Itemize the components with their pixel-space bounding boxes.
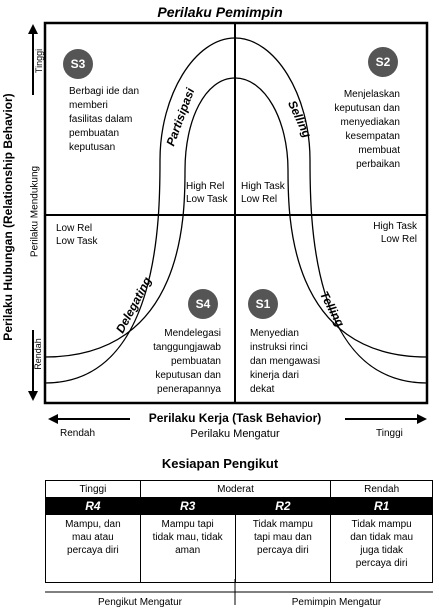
follower-directed-label: Pengikut Mengatur [98,597,182,608]
x-low-arrowhead [48,414,58,424]
leader-directed-label: Pemimpin Mengatur [291,597,382,608]
desc-r4: Mampu, dan mau atau percaya diri [46,515,141,583]
x-axis-low-label: Rendah [60,428,96,439]
x-axis-high-label: Tinggi [376,428,403,439]
s1-description: Menyedian instruksi rinci dan mengawasi kinerja dari dekat [250,328,321,395]
readiness-title: Kesiapan Pengikut [161,456,279,471]
y-axis-low-label: Rendah [33,338,43,370]
readiness-table [45,480,433,583]
level-rendah: Rendah [331,481,433,498]
s4-description: Mendelegasi tanggungjawab pembuatan keputusan dan penerapannya [153,328,221,395]
code-r3: R3 [140,498,235,515]
y-axis-sublabel: Perilaku Mendukung [29,165,41,258]
desc-r1: Tidak mampu dan tidak mau juga tidak percaya diri [331,515,433,583]
code-r1: R1 [331,498,433,515]
x-high-arrowhead [417,414,427,424]
code-r4: R4 [46,498,141,515]
style-label-telling: Telling [316,288,348,330]
badge-s1: S1 [248,289,278,319]
style-label-delegating: Delegating [113,274,155,336]
style-label-partisipasi: Partisipasi [163,86,198,148]
s4-rel-task: Low Rel Low Task [56,223,98,247]
readiness-desc-row [46,515,433,583]
y-high-arrowhead [28,24,38,34]
desc-r3: Mampu tapi tidak mau, tidak aman [140,515,235,583]
s3-description: Berbagi ide dan memberi fasilitas dalam pembuatan keputusan [69,86,140,153]
y-low-arrowhead [28,391,38,401]
level-moderat: Moderat [140,481,331,498]
code-r2: R2 [235,498,331,515]
badge-s4: S4 [188,289,218,319]
y-axis-label: Perilaku Hubungan (Relationship Behavior) [1,93,15,341]
s2-description: Menjelaskan keputusan dan menyediakan kesempatan membuat perbaikan [334,89,400,170]
level-tinggi: Tinggi [46,481,141,498]
readiness-codes-row [46,498,433,515]
x-axis-label: Perilaku Kerja (Task Behavior) [148,411,322,425]
x-axis-sublabel: Perilaku Mengatur [190,428,280,440]
desc-r2: Tidak mampu tapi mau dan percaya diri [235,515,331,583]
right-task-rel: High Task Low Rel [373,221,417,245]
readiness-levels-row [46,481,433,498]
badge-s2: S2 [368,47,398,77]
s2-task-rel: High Task Low Rel [241,181,285,205]
y-axis-high-label: Tinggi [34,48,44,74]
s3-rel-task: High Rel Low Task [186,181,228,205]
style-label-selling: Selling [285,98,315,140]
badge-s3: S3 [63,49,93,79]
diagram-title: Perilaku Pemimpin [157,4,283,20]
